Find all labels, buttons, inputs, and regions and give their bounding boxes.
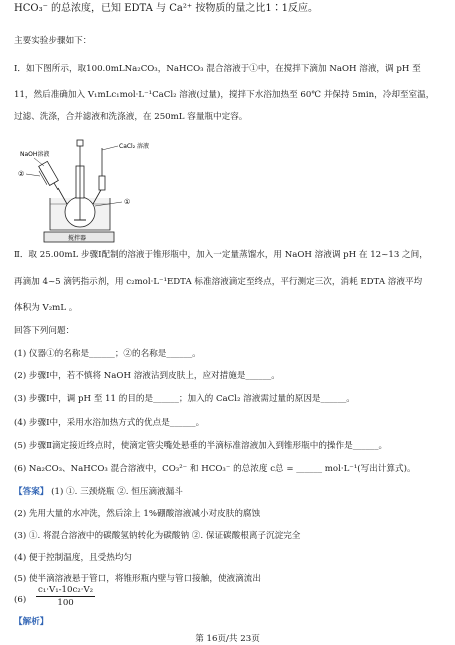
step1-line-3: 过滤、洗涤，合并滤液和洗涤液，在 250mL 容量瓶中定容。 bbox=[14, 112, 248, 122]
answer-2: (2) 先用大量的水冲洗，然后涂上 1%硼酸溶液减小对皮肤的腐蚀 bbox=[14, 509, 261, 519]
step2-line-1: Ⅱ．取 25.00mL 步骤Ⅰ配制的溶液于锥形瓶中，加入一定量蒸馏水，用 NaOH 溶液调 pH 在 12~13 之间， bbox=[14, 250, 428, 260]
question-6: (6) Na₂CO₃、NaHCO₃ 混合溶液中，CO₃²⁻ 和 HCO₃⁻ 的总浓度 c总 = ______ mol·L⁻¹(写出计算式)。 bbox=[14, 464, 416, 474]
apparatus-figure bbox=[14, 136, 164, 246]
fraction-denominator: 100 bbox=[57, 598, 74, 608]
question-5: (5) 步骤Ⅱ滴定接近终点时，使滴定管尖嘴处悬垂的半滴标准溶液加入到锥形瓶中的操作是______。 bbox=[14, 441, 388, 451]
step1-line-2: 11，然后准确加入 V₁mLc₁mol·L⁻¹CaCl₂ 溶液(过量)，搅拌下水浴加热至 60℃ 并保持 5min，冷却至室温， bbox=[14, 90, 435, 100]
step1-line-1: Ⅰ．如下图所示，取100.0mLNa₂CO₃，NaHCO₃ 混合溶液于①中，在搅拌下滴加 NaOH 溶液，调 pH 至 bbox=[14, 64, 421, 74]
question-3: (3) 步骤Ⅰ中，调 pH 至 11 的目的是______；加入的 CaCl₂ 溶液需过量的原因是______。 bbox=[14, 394, 355, 404]
step2-line-3: 体积为 V₂mL 。 bbox=[14, 303, 78, 313]
answer-6-label: (6) bbox=[14, 595, 27, 605]
naoh-label: NaOH溶液 bbox=[20, 151, 50, 158]
label-1: ① bbox=[124, 198, 131, 206]
stirrer-label: 搅拌器 bbox=[68, 235, 87, 242]
intro-line-1: HCO₃⁻ 的总浓度，已知 EDTA 与 Ca²⁺ 按物质的量之比1∶1反应。 bbox=[14, 3, 319, 14]
cacl2-label: CaCl₂ 溶液 bbox=[119, 143, 150, 150]
question-1: (1) 仪器①的名称是______；②的名称是______。 bbox=[14, 349, 201, 359]
answer-tag: 【答案】 bbox=[14, 487, 49, 497]
analysis-tag: 【解析】 bbox=[14, 617, 49, 627]
answer-5: (5) 使半滴溶液悬于管口，将锥形瓶内壁与管口接触，使液滴流出 bbox=[14, 574, 261, 584]
question-2: (2) 步骤Ⅰ中，若不慎将 NaOH 溶液沾到皮肤上，应对措施是______。 bbox=[14, 371, 280, 381]
questions-heading: 回答下列问题： bbox=[14, 326, 75, 336]
fraction-numerator: c₁·V₁-10c₂·V₂ bbox=[38, 585, 94, 595]
answer-6-fraction bbox=[36, 585, 95, 608]
question-4: (4) 步骤Ⅰ中，采用水浴加热方式的优点是______。 bbox=[14, 418, 205, 428]
steps-heading: 主要实验步骤如下： bbox=[14, 36, 92, 46]
answer-4: (4) 便于控制温度，且受热均匀 bbox=[14, 553, 133, 563]
answer-3: (3) ①. 将混合溶液中的碳酸氢钠转化为碳酸钠 ②. 保证碳酸根离子沉淀完全 bbox=[14, 531, 301, 541]
page-footer: 第 16页/共 23页 bbox=[195, 634, 260, 644]
answer-line-1 bbox=[14, 487, 183, 497]
answer-1: (1) ①. 三颈烧瓶 ②. 恒压滴液漏斗 bbox=[51, 487, 183, 497]
label-2: ② bbox=[18, 170, 25, 178]
step2-line-2: 再滴加 4~5 滴钙指示剂，用 c₂mol·L⁻¹EDTA 标准溶液滴定至终点，平行测定三次，消耗 EDTA 溶液平均 bbox=[14, 277, 423, 287]
